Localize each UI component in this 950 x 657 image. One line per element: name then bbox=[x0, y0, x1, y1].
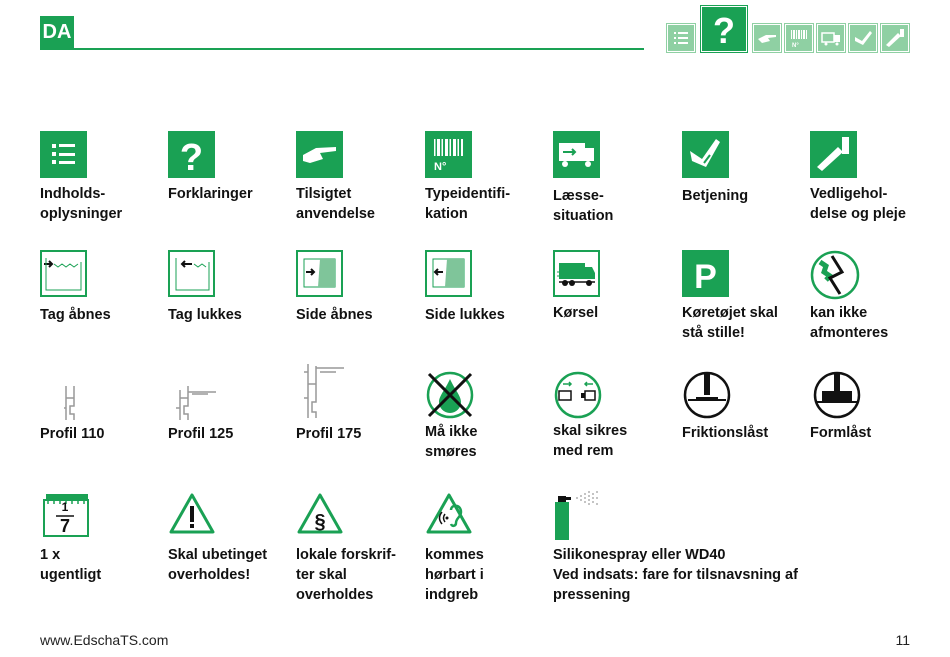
list-icon bbox=[40, 131, 87, 178]
maintenance-icon bbox=[810, 131, 857, 178]
strap-icon bbox=[553, 370, 603, 420]
symbol-label: 1 x ugentligt bbox=[40, 547, 102, 583]
symbol-label: kan ikke afmonteres bbox=[810, 305, 889, 341]
form-lock-icon bbox=[812, 370, 862, 420]
symbol-label: Side lukkes bbox=[425, 307, 505, 323]
no-dismantle-icon bbox=[810, 250, 860, 300]
spray-can-icon bbox=[553, 488, 605, 542]
parking-icon bbox=[682, 250, 729, 297]
symbol-label: Formlåst bbox=[810, 425, 872, 441]
hand-tool-icon bbox=[682, 131, 729, 178]
symbol-label: Indholds- oplysninger bbox=[40, 186, 123, 222]
symbol-label: Tilsigtet anvendelse bbox=[296, 186, 375, 222]
side-open-icon bbox=[296, 250, 343, 297]
svg-text:N°: N° bbox=[792, 43, 799, 49]
profile-175-icon bbox=[300, 362, 350, 422]
calendar-icon bbox=[42, 492, 90, 538]
symbol-label: Profil 125 bbox=[168, 426, 234, 442]
svg-text:?: ? bbox=[179, 137, 204, 176]
symbol-label: Betjening bbox=[682, 188, 749, 204]
friction-lock-icon bbox=[682, 370, 732, 420]
symbol-label: Læsse- situation bbox=[553, 188, 614, 224]
symbol-label: skal sikres med rem bbox=[553, 423, 628, 459]
symbol-label: lokale forskrif- ter skal overholdes bbox=[296, 547, 396, 603]
nav-truck-icon[interactable] bbox=[817, 24, 845, 52]
symbol-label: Skal ubetinget overholdes! bbox=[168, 547, 268, 583]
nav-pointing-hand-icon[interactable] bbox=[753, 24, 781, 52]
question-icon bbox=[168, 131, 215, 178]
nav-question-icon[interactable] bbox=[701, 6, 747, 52]
header-rule bbox=[40, 48, 644, 50]
nav-list-icon[interactable] bbox=[667, 24, 695, 52]
symbol-label: Side åbnes bbox=[296, 307, 373, 323]
symbol-label: Typeidentifi- kation bbox=[425, 186, 511, 222]
nav-hand-tool-icon[interactable] bbox=[849, 24, 877, 52]
roof-close-icon bbox=[168, 250, 215, 297]
barcode-icon bbox=[425, 131, 472, 178]
svg-text:P: P bbox=[694, 258, 717, 295]
side-close-icon bbox=[425, 250, 472, 297]
driving-truck-icon bbox=[553, 250, 600, 297]
nav-barcode-icon[interactable] bbox=[785, 24, 813, 52]
symbol-label: Profil 175 bbox=[296, 426, 362, 442]
paragraph-warning-icon bbox=[296, 492, 344, 536]
profile-110-icon bbox=[60, 384, 90, 424]
no-lubricate-icon bbox=[425, 370, 475, 420]
symbol-label: Profil 110 bbox=[40, 426, 105, 442]
loading-truck-icon bbox=[553, 131, 600, 178]
symbol-label: kommes hørbart i indgreb bbox=[425, 547, 484, 603]
warning-icon bbox=[168, 492, 216, 536]
symbol-label: Tag åbnes bbox=[40, 307, 111, 323]
symbol-label: Silikonespray eller WD40 Ved indsats: fare for tilsnavsning af pressening bbox=[553, 547, 798, 603]
roof-open-icon bbox=[40, 250, 87, 297]
svg-text:N°: N° bbox=[434, 161, 447, 173]
symbol-label: Forklaringer bbox=[168, 186, 253, 202]
svg-text:?: ? bbox=[713, 10, 735, 51]
symbol-label: Tag lukkes bbox=[168, 307, 242, 323]
audible-icon bbox=[425, 492, 473, 536]
calendar-bottom: 7 bbox=[59, 516, 70, 536]
pointing-hand-icon bbox=[296, 131, 343, 178]
nav-maintenance-icon[interactable] bbox=[881, 24, 909, 52]
symbol-label: Vedligehol- delse og pleje bbox=[810, 186, 906, 222]
language-badge: DA bbox=[40, 16, 74, 48]
profile-125-icon bbox=[172, 384, 222, 424]
svg-text:§: § bbox=[314, 511, 326, 533]
symbol-label: Må ikke smøres bbox=[425, 424, 478, 460]
footer-url[interactable]: www.EdschaTS.com bbox=[40, 632, 169, 648]
page-number: 11 bbox=[895, 632, 910, 648]
symbol-label: Køretøjet skal stå stille! bbox=[682, 305, 778, 341]
calendar-top: 1 bbox=[61, 500, 69, 514]
symbol-label: Friktionslåst bbox=[682, 425, 769, 441]
symbol-label: Kørsel bbox=[553, 305, 599, 321]
